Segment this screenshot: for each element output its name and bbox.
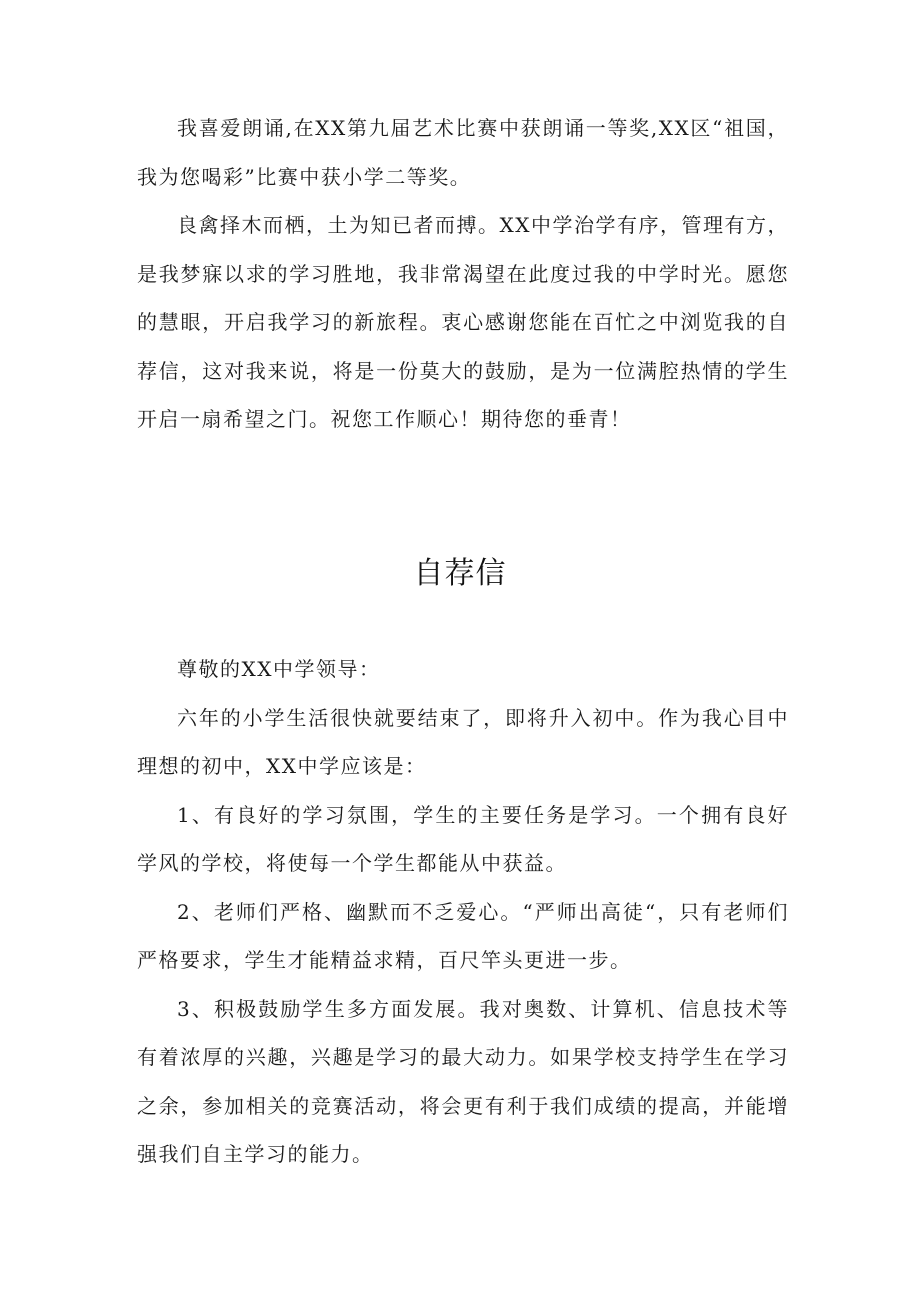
- paragraph-closing: 良禽择木而栖，土为知已者而搏。XX中学治学有序，管理有方，是我梦寐以求的学习胜地，我非常渴望在此度过我的中学时光。愿您的慧眼，开启我学习的新旅程。衷心感谢您能在百忙之中浏览我的自荐信，这对我来说，将是一份莫大的鼓励，是为一位满腔热情的学生开启一扇希望之门。祝您工作顺心！期待您的垂青！: [137, 213, 789, 431]
- paragraph-intro: 六年的小学生活很快就要结束了，即将升入初中。作为我心目中理想的初中，XX中学应该是：: [137, 705, 789, 778]
- paragraph-point-3: 3、积极鼓励学生多方面发展。我对奥数、计算机、信息技术等有着浓厚的兴趣，兴趣是学习的最大动力。如果学校支持学生在学习之余，参加相关的竞赛活动，将会更有利于我们成绩的提高，并能增强我们自主学习的能力。: [137, 996, 789, 1166]
- previous-letter-ending: [137, 104, 789, 444]
- paragraph-recitation-award: 我喜爱朗诵,在XX第九届艺术比赛中获朗诵一等奖,XX区“祖国，我为您喝彩”比赛中获小学二等奖。: [137, 116, 789, 189]
- paragraph-point-1: 1、有良好的学习氛围，学生的主要任务是学习。一个拥有良好学风的学校，将使每一个学生都能从中获益。: [137, 802, 789, 875]
- paragraph-point-2: 2、老师们严格、幽默而不乏爱心。“严师出高徒“，只有老师们严格要求，学生才能精益求精，百尺竿头更进一步。: [137, 899, 789, 972]
- letter-salutation: 尊敬的XX中学领导：: [177, 657, 381, 681]
- letter-body: [137, 645, 789, 1179]
- page-title: 自荐信: [413, 556, 507, 591]
